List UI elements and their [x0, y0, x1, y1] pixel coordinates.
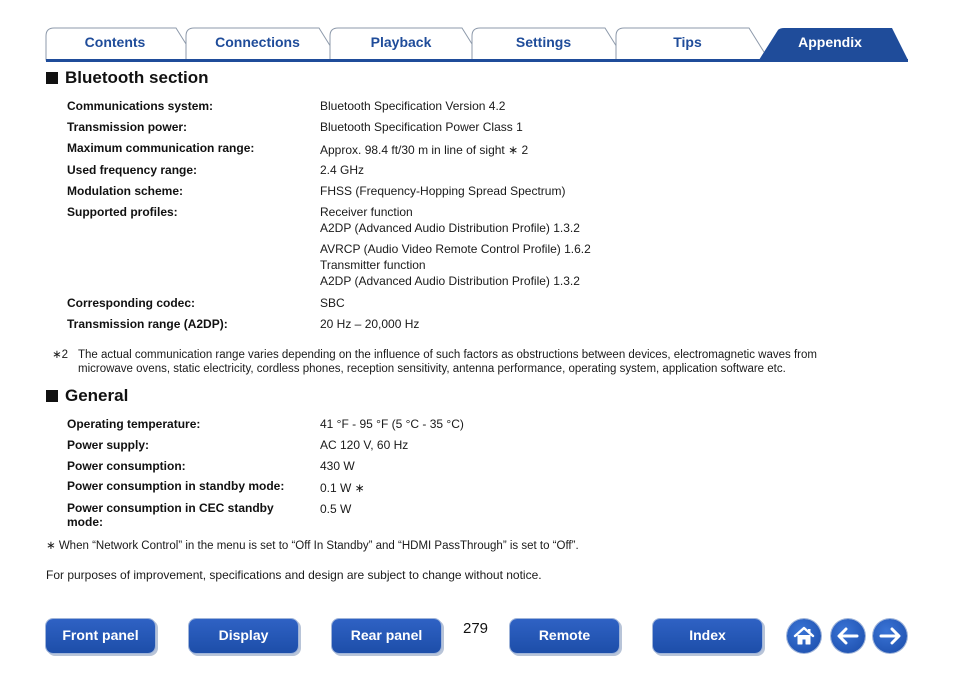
forward-button[interactable]: [873, 619, 907, 653]
home-button[interactable]: [787, 619, 821, 653]
spec-label: Modulation scheme:: [67, 184, 184, 198]
general-heading-text: General: [65, 386, 129, 405]
spec-value-line: A2DP (Advanced Audio Distribution Profile) 1.3.2: [320, 221, 580, 235]
spec-value-line: Transmitter function: [320, 258, 426, 272]
spec-value-line: FHSS (Frequency-Hopping Spread Spectrum): [320, 184, 566, 198]
spec-value: [320, 204, 591, 289]
spec-label: Transmission power:: [67, 120, 188, 134]
index-button[interactable]: Index: [653, 619, 762, 653]
spec-value-line: 0.5 W: [320, 502, 352, 516]
tab-appendix[interactable]: Appendix: [798, 34, 862, 50]
spec-value-line: 41 °F - 95 °F (5 °C - 35 °C): [320, 417, 464, 431]
tab-settings[interactable]: Settings: [515, 34, 572, 50]
front-panel-button[interactable]: Front panel: [46, 619, 155, 653]
spec-value-line: AVRCP (Audio Video Remote Control Profile) 1.6.2: [320, 242, 591, 256]
spec-value-line: 0.1 W ∗: [320, 481, 365, 495]
spec-value-line: 2.4 GHz: [320, 163, 365, 177]
spec-label: Maximum communication range:: [67, 141, 255, 155]
home-icon: [787, 619, 821, 653]
spec-value-line: A2DP (Advanced Audio Distribution Profile) 1.3.2: [320, 274, 580, 288]
spec-value-line: SBC: [320, 296, 345, 310]
spec-value-line: 20 Hz – 20,000 Hz: [320, 317, 420, 331]
arrow-right-icon: [873, 619, 907, 653]
bluetooth-footnote: [52, 348, 912, 376]
spec-value: [320, 437, 408, 453]
footnote-line: The actual communication range varies depending on the influence of such factors as obstructions between devices, electromagnetic waves from: [78, 349, 817, 361]
tab-contents[interactable]: Contents: [84, 34, 146, 50]
tab-playback[interactable]: Playback: [370, 34, 432, 50]
display-button[interactable]: Display: [189, 619, 298, 653]
spec-label: Used frequency range:: [67, 163, 198, 177]
spec-value-line: 430 W: [320, 459, 355, 473]
spec-label: Operating temperature:: [67, 417, 201, 431]
spec-value: [320, 480, 365, 496]
spec-label: Power consumption:: [67, 459, 186, 473]
spec-value: [320, 458, 355, 474]
spec-value: [320, 416, 464, 432]
page-number: 279: [463, 620, 489, 637]
arrow-left-icon: [831, 619, 865, 653]
spec-value-line: Receiver function: [320, 205, 413, 219]
rear-panel-button[interactable]: Rear panel: [332, 619, 441, 653]
spec-label: Corresponding codec:: [67, 296, 196, 310]
spec-value-line: Approx. 98.4 ft/30 m in line of sight ∗ 2: [320, 143, 529, 157]
spec-value: [320, 316, 419, 332]
spec-label: Power supply:: [67, 438, 150, 452]
spec-value-line: Bluetooth Specification Power Class 1: [320, 120, 523, 134]
back-button[interactable]: [831, 619, 865, 653]
remote-button[interactable]: Remote: [510, 619, 619, 653]
square-bullet-icon: [46, 72, 58, 84]
general-footnote: ∗ When “Network Control” in the menu is set to “Off In Standby” and “HDMI PassThrough” is set to “Off”.: [46, 540, 579, 552]
general-section-heading: [46, 385, 128, 407]
bluetooth-section-heading: [46, 67, 209, 89]
tab-underline: [46, 59, 908, 62]
tab-shapes: [0, 0, 954, 64]
footnote-mark: ∗2: [52, 349, 69, 361]
spec-label: Supported profiles:: [67, 205, 178, 219]
spec-label: Power consumption in standby mode:: [67, 479, 285, 493]
spec-value: [320, 501, 351, 517]
spec-value: [320, 98, 505, 114]
tab-connections[interactable]: Connections: [215, 34, 300, 50]
square-bullet-icon: [46, 390, 58, 402]
spec-value: [320, 162, 364, 178]
bluetooth-heading-text: Bluetooth section: [65, 68, 209, 87]
spec-value: [320, 183, 565, 199]
spec-value-line: Bluetooth Specification Version 4.2: [320, 99, 506, 113]
spec-value: [320, 119, 523, 135]
spec-value: [320, 142, 528, 158]
spec-value-line: AC 120 V, 60 Hz: [320, 438, 409, 452]
spec-value: [320, 295, 345, 311]
spec-label: Power consumption in CEC standby mode:: [67, 501, 274, 529]
spec-label: Communications system:: [67, 99, 214, 113]
tab-tips[interactable]: Tips: [673, 34, 702, 50]
tab-bar: [0, 0, 954, 64]
footnote-line: microwave ovens, static electricity, cordless phones, reception sensitivity, antenna performance, operating system, application software etc.: [78, 363, 786, 375]
spec-label: Transmission range (A2DP):: [67, 317, 228, 331]
disclaimer: For purposes of improvement, specifications and design are subject to change without notice.: [46, 568, 542, 582]
